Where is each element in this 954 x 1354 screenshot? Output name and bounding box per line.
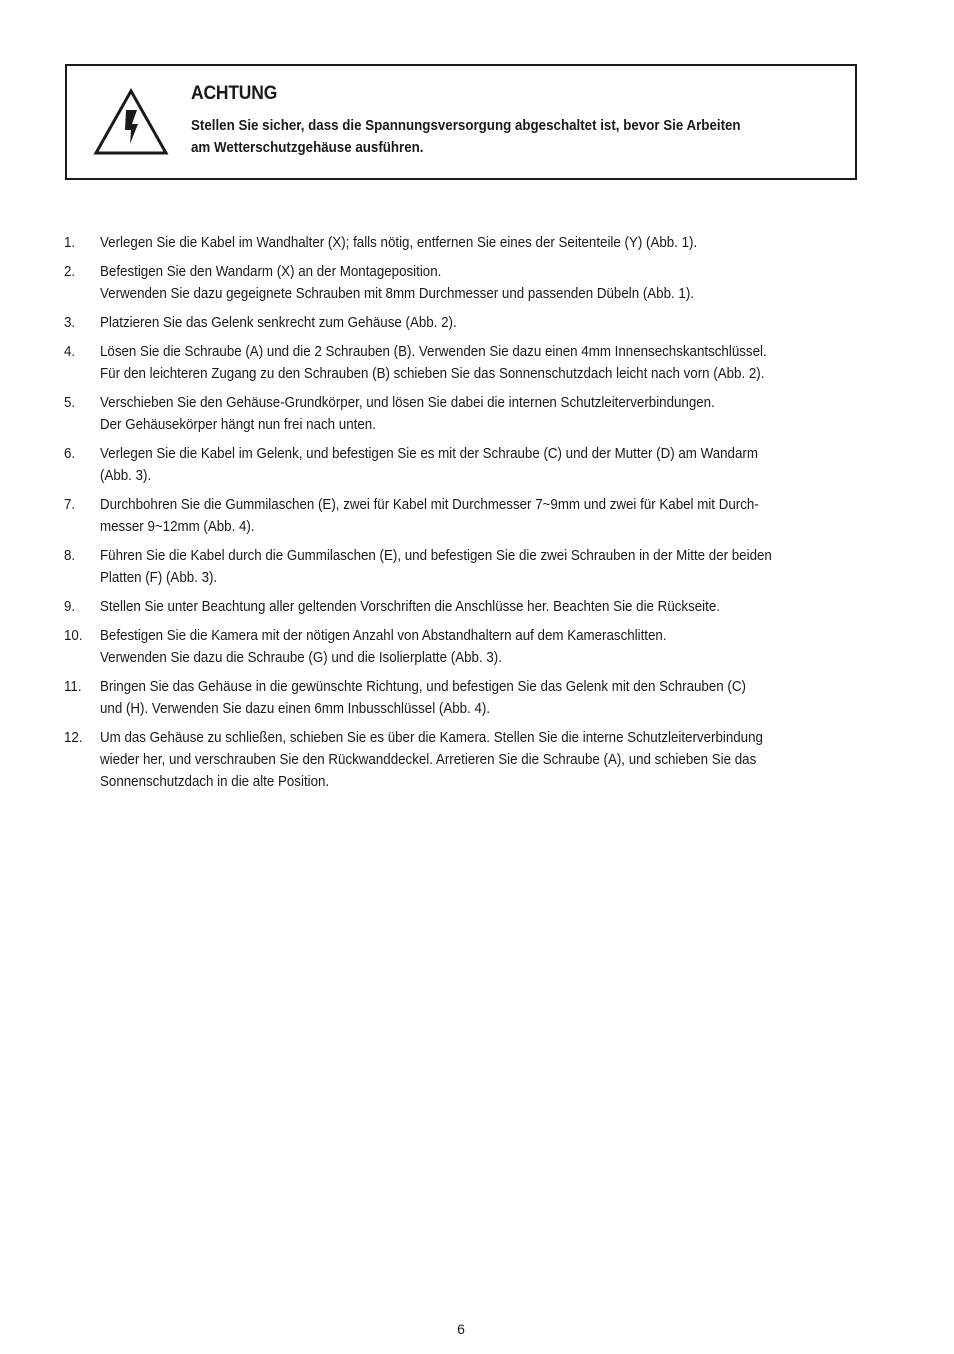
warning-text [191, 115, 817, 159]
instruction-step [64, 625, 924, 669]
step-text-line: Verwenden Sie dazu die Schraube (G) und die Isolierplatte (Abb. 3). [100, 650, 502, 666]
step-text-line: Der Gehäusekörper hängt nun frei nach unten. [100, 417, 376, 433]
step-text-line: Um das Gehäuse zu schließen, schieben Sie es über die Kamera. Stellen Sie die interne Schutzleiterverbindung [100, 730, 763, 746]
step-text-line: Durchbohren Sie die Gummilaschen (E), zwei für Kabel mit Durchmesser 7~9mm und zwei für Kabel mit Durch- [100, 497, 759, 513]
instruction-step [64, 494, 924, 538]
step-number: 4. [64, 344, 76, 360]
step-text-line: und (H). Verwenden Sie dazu einen 6mm Inbusschlüssel (Abb. 4). [100, 701, 491, 717]
instruction-list [64, 232, 924, 800]
step-number: 3. [64, 315, 76, 331]
step-text [100, 261, 891, 305]
step-text-line: Lösen Sie die Schraube (A) und die 2 Schrauben (B). Verwenden Sie dazu einen 4mm Innensechskantschlüssel. [100, 344, 767, 360]
step-number: 1. [64, 235, 76, 251]
step-number: 9. [64, 599, 76, 615]
step-text-line: Verwenden Sie dazu gegeignete Schrauben mit 8mm Durchmesser und passenden Dübeln (Abb. 1). [100, 286, 694, 302]
step-text [100, 596, 891, 618]
step-text [100, 312, 891, 334]
step-number: 7. [64, 497, 76, 513]
instruction-step [64, 676, 924, 720]
step-number: 8. [64, 548, 76, 564]
warning-box [65, 64, 857, 180]
instruction-step [64, 341, 924, 385]
instruction-step [64, 545, 924, 589]
step-text-line: Befestigen Sie den Wandarm (X) an der Montageposition. [100, 264, 442, 280]
step-number: 11. [64, 679, 82, 695]
step-text-line: Für den leichteren Zugang zu den Schrauben (B) schieben Sie das Sonnenschutzdach leicht nach vorn (Abb. 2). [100, 366, 765, 382]
step-text [100, 443, 891, 487]
instruction-step [64, 596, 924, 618]
step-text-line: Stellen Sie unter Beachtung aller geltenden Vorschriften die Anschlüsse her. Beachten Sie die Rückseite. [100, 599, 720, 615]
step-text-line: Platzieren Sie das Gelenk senkrecht zum Gehäuse (Abb. 2). [100, 315, 457, 331]
step-text-line: Bringen Sie das Gehäuse in die gewünschte Richtung, und befestigen Sie das Gelenk mit den Schrauben (C) [100, 679, 746, 695]
step-text-line: Verschieben Sie den Gehäuse-Grundkörper, und lösen Sie dabei die internen Schutzleiterverbindungen. [100, 395, 715, 411]
step-text-line: Führen Sie die Kabel durch die Gummilaschen (E), und befestigen Sie die zwei Schrauben in der Mitte der beiden [100, 548, 772, 564]
instruction-step [64, 232, 924, 254]
instruction-step [64, 312, 924, 334]
warning-text-line: am Wetterschutzgehäuse ausführen. [191, 140, 424, 156]
step-text-line: (Abb. 3). [100, 468, 152, 484]
instruction-step [64, 392, 924, 436]
instruction-step [64, 261, 924, 305]
step-text [100, 625, 891, 669]
step-number: 6. [64, 446, 76, 462]
step-number: 10. [64, 628, 83, 644]
warning-text-line: Stellen Sie sicher, dass die Spannungsversorgung abgeschaltet ist, bevor Sie Arbeiten [191, 118, 741, 134]
step-text [100, 392, 891, 436]
step-text-line: Platten (F) (Abb. 3). [100, 570, 218, 586]
step-text-line: Verlegen Sie die Kabel im Gelenk, und befestigen Sie es mit der Schraube (C) und der Mutter (D) am Wandarm [100, 446, 758, 462]
warning-title: ACHTUNG [191, 83, 278, 104]
high-voltage-warning-icon [93, 88, 169, 156]
instruction-step [64, 727, 924, 793]
step-text [100, 676, 891, 720]
step-number: 5. [64, 395, 76, 411]
step-text-line: Verlegen Sie die Kabel im Wandhalter (X); falls nötig, entfernen Sie eines der Seitenteile (Y) (Abb. 1). [100, 235, 698, 251]
step-text [100, 727, 891, 793]
step-text-line: Sonnenschutzdach in die alte Position. [100, 774, 330, 790]
step-text-line: messer 9~12mm (Abb. 4). [100, 519, 255, 535]
step-text [100, 232, 891, 254]
step-text [100, 494, 891, 538]
step-text [100, 341, 891, 385]
page-number: 6 [457, 1321, 465, 1337]
step-number: 12. [64, 730, 83, 746]
step-number: 2. [64, 264, 76, 280]
step-text [100, 545, 891, 589]
instruction-step [64, 443, 924, 487]
step-text-line: wieder her, und verschrauben Sie den Rückwanddeckel. Arretieren Sie die Schraube (A), und schieben Sie das [100, 752, 757, 768]
step-text-line: Befestigen Sie die Kamera mit der nötigen Anzahl von Abstandhaltern auf dem Kameraschlitten. [100, 628, 667, 644]
